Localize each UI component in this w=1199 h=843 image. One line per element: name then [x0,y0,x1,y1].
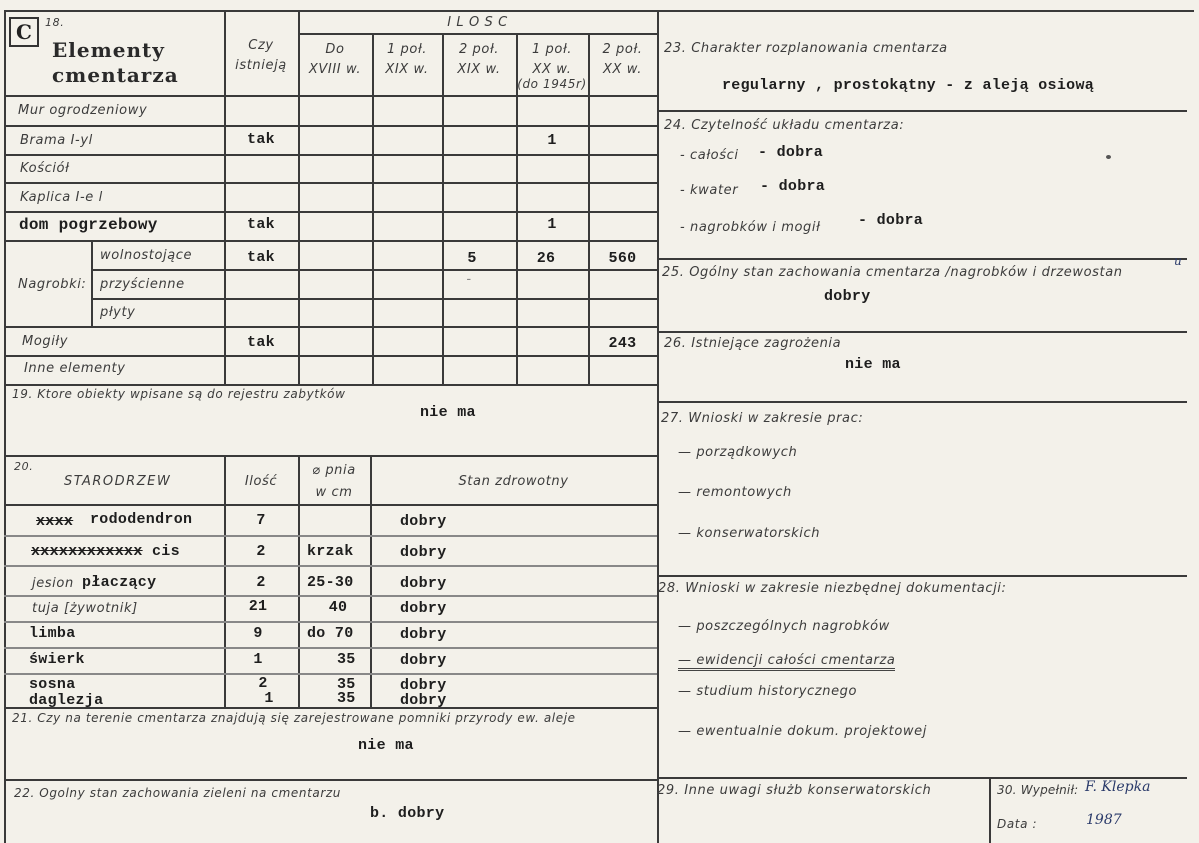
s25-label: 25. Ogólny stan zachowania cmentarza /nagrobków i drzewostan [662,265,1123,280]
grid-line [657,575,1187,577]
row-plyty-label: płyty [100,305,136,320]
col-2pol19-label-2: XIX w. [457,62,501,77]
col-1pol20-label-3: (do 1945r) [517,77,587,91]
s24-calosci: - całości [680,148,739,163]
s26-label: 26. Istniejące zagrożenia [664,336,842,351]
grid-line [4,95,657,97]
s27-label: 27. Wnioski w zakresie prac: [661,411,864,426]
s30-date-value: 1987 [1086,812,1122,828]
s28-item-underlined: — ewidencji całości cmentarza [678,653,895,671]
col-do-label-2: XVIII w. [308,62,362,77]
s26-value: nie ma [845,356,901,373]
row-mogily-label: Mogiły [22,334,69,349]
s28-item: — ewentualnie dokum. projektowej [678,724,927,739]
col-czy-label-2: istnieją [235,58,287,73]
row-wolno-label: wolnostojące [100,248,193,263]
grid-line [91,269,657,271]
top-border [4,10,1194,12]
tree-ilosc: 1 [253,651,263,668]
s20-col-pnia-2: w cm [315,485,353,500]
s27-item: — remontowych [678,485,792,500]
tree-stan: dobry [400,600,447,617]
tree-pnia: krzak [307,543,354,560]
col-2pol20-label: 2 poł. [602,42,643,57]
tree-stan: dobry [400,575,447,592]
section-title-line1: Elementy [52,38,165,62]
row-wolno-2pol20: 560 [608,250,637,267]
grid-line [657,401,1187,403]
s22-value: b. dobry [370,805,445,822]
tree-ilosc: 2 [256,543,266,560]
s19-label: 19. Ktore obiekty wpisane są do rejestru zabytków [12,387,346,401]
grid-line [4,779,657,781]
grid-line [4,535,657,537]
s23-value: regularny , prostokątny - z aleją osiową [722,77,1095,94]
grid-line [4,647,657,649]
col-1pol19-label: 1 poł. [386,42,428,57]
grid-line [91,298,657,300]
row-dom-label: dom pogrzebowy [19,216,158,234]
row-kaplica-label: Kaplica I-e l [20,190,103,205]
grid-line [4,154,657,156]
grid-line [4,326,657,328]
row-przysc-mark: - [466,272,472,287]
tree-name-printed: tuja [żywotnik] [32,601,138,616]
ilosc-header: I L O S C [447,15,508,30]
grid-line [370,455,372,707]
tree-name: rododendron [90,511,193,528]
card-letter-box: C [9,17,39,47]
s24-label: 24. Czytelność układu cmentarza: [664,118,905,133]
s28-label: 28. Wnioski w zakresie niezbędnej dokumentacji: [658,581,1007,596]
grid-line [657,331,1187,333]
row-brama-label: Brama I-yl [20,133,93,148]
tree-pnia: 40 [328,599,348,616]
row-dom-czy: tak [247,216,275,233]
grid-line [657,110,1187,112]
section-number: 18. [45,16,65,29]
section-title-line2: cmentarza [52,63,179,87]
s20-col-ilosc: Ilość [244,474,278,489]
grid-line [4,621,657,623]
col-do-label: Do [325,42,345,57]
tree-name-struck: xxxx [36,513,74,530]
s20-col-name: STARODRZEW [64,474,172,489]
tree-name-struck: xxxxxxxxxxxx [31,543,143,560]
row-brama-1pol20: 1 [547,132,557,149]
grid-line [588,33,590,384]
row-wolno-czy: tak [247,249,275,266]
row-wolno-1pol20: 26 [536,250,556,267]
ink-spot [1106,155,1111,159]
grid-line [4,240,657,242]
s24-kwater-value: - dobra [760,178,826,195]
tree-stan: dobry [400,513,447,530]
row-brama-czy: tak [247,131,275,148]
row-wolno-2pol19: 5 [467,250,477,267]
tree-pnia: 25-30 [307,574,354,591]
row-mur-label: Mur ogrodzeniowy [18,103,148,118]
grid-line [4,455,657,457]
tree-pnia: 35 [337,676,356,693]
s28-item: — poszczególnych nagrobków [678,619,890,634]
tree-name: cis [152,543,180,560]
grid-line [4,384,657,386]
row-dom-1pol20: 1 [547,216,557,233]
col-2pol19-label: 2 poł. [458,42,500,57]
s27-item: — porządkowych [678,445,798,460]
col-1pol20-label: 1 poł. [531,42,573,57]
s19-value: nie ma [420,404,476,421]
s30-label: 30. Wypełnił: [997,783,1079,797]
tree-name: płaczący [82,574,157,591]
tree-name: limba [29,625,76,642]
grid-line [4,182,657,184]
s23-label: 23. Charakter rozplanowania cmentarza [664,41,948,56]
grid-line [91,240,93,326]
s24-kwater: - kwater [680,183,739,198]
tree-stan: dobry [400,544,447,561]
grid-line [4,595,657,597]
s25-value: dobry [824,288,871,305]
s30-signature: F. Klepka [1085,779,1151,795]
grid-line [989,777,991,843]
grid-line [442,33,444,384]
tree-ilosc: 1 [264,690,274,707]
s21-value: nie ma [358,737,414,754]
col-1pol20-label-2: XX w. [532,62,572,77]
tree-pnia: 35 [337,651,356,668]
grid-line [372,33,374,384]
tree-pnia: do 70 [307,625,354,642]
s20-col-pnia: ⌀ pnia [312,463,356,478]
tree-ilosc: 7 [256,512,266,529]
grid-line [4,504,657,506]
left-border [4,10,6,843]
grid-line [4,355,657,357]
col-2pol20-label-2: XX w. [603,62,642,77]
s30-date-label: Data : [997,817,1038,831]
s22-label: 22. Ogolny stan zachowania zieleni na cmentarzu [14,786,341,800]
grid-line [4,673,657,675]
s20-col-stan: Stan zdrowotny [458,474,569,489]
row-mogily-2pol20: 243 [608,335,637,352]
s20-num: 20. [14,460,34,473]
grid-line [657,258,1187,260]
s27-item: — konserwatorskich [678,526,821,541]
col-czy-label: Czy [248,38,274,53]
center-divider [657,10,659,843]
s24-nagrobkow-value: - dobra [858,212,924,229]
row-mogily-czy: tak [247,334,275,351]
grid-line [4,565,657,567]
col-1pol19-label-2: XIX w. [385,62,429,77]
tree-ilosc: 9 [253,625,263,642]
tree-ilosc: 2 [258,675,268,692]
tree-name-printed: jesion [32,576,74,591]
tree-name: świerk [29,651,85,668]
grid-line [4,125,657,127]
tree-stan: dobry [400,652,447,669]
s24-nagrobkow: - nagrobków i mogił [680,220,821,235]
s25-superscript: u [1174,254,1182,268]
tree-ilosc: 2 [256,574,266,591]
grid-line [4,211,657,213]
row-nagrobki-label: Nagrobki: [18,277,87,292]
s21-label: 21. Czy na terenie cmentarza znajdują się zarejestrowane pomniki przyrody ew. aleje [12,711,576,725]
tree-ilosc: 21 [248,598,268,615]
tree-name: sosna [29,676,76,693]
tree-name: daglezja [29,692,104,709]
tree-stan: dobry [400,692,447,709]
s28-item: — studium historycznego [678,684,858,699]
s29-label: 29. Inne uwagi służb konserwatorskich [657,783,932,798]
s24-calosci-value: - dobra [758,144,824,161]
grid-line [298,33,657,35]
row-kosciol-label: Kościół [20,161,70,176]
tree-pnia: 35 [337,690,356,707]
tree-stan: dobry [400,626,447,643]
row-inne-label: Inne elementy [24,361,126,376]
tree-stan: dobry [400,677,447,694]
row-przysc-label: przyścienne [100,277,185,292]
